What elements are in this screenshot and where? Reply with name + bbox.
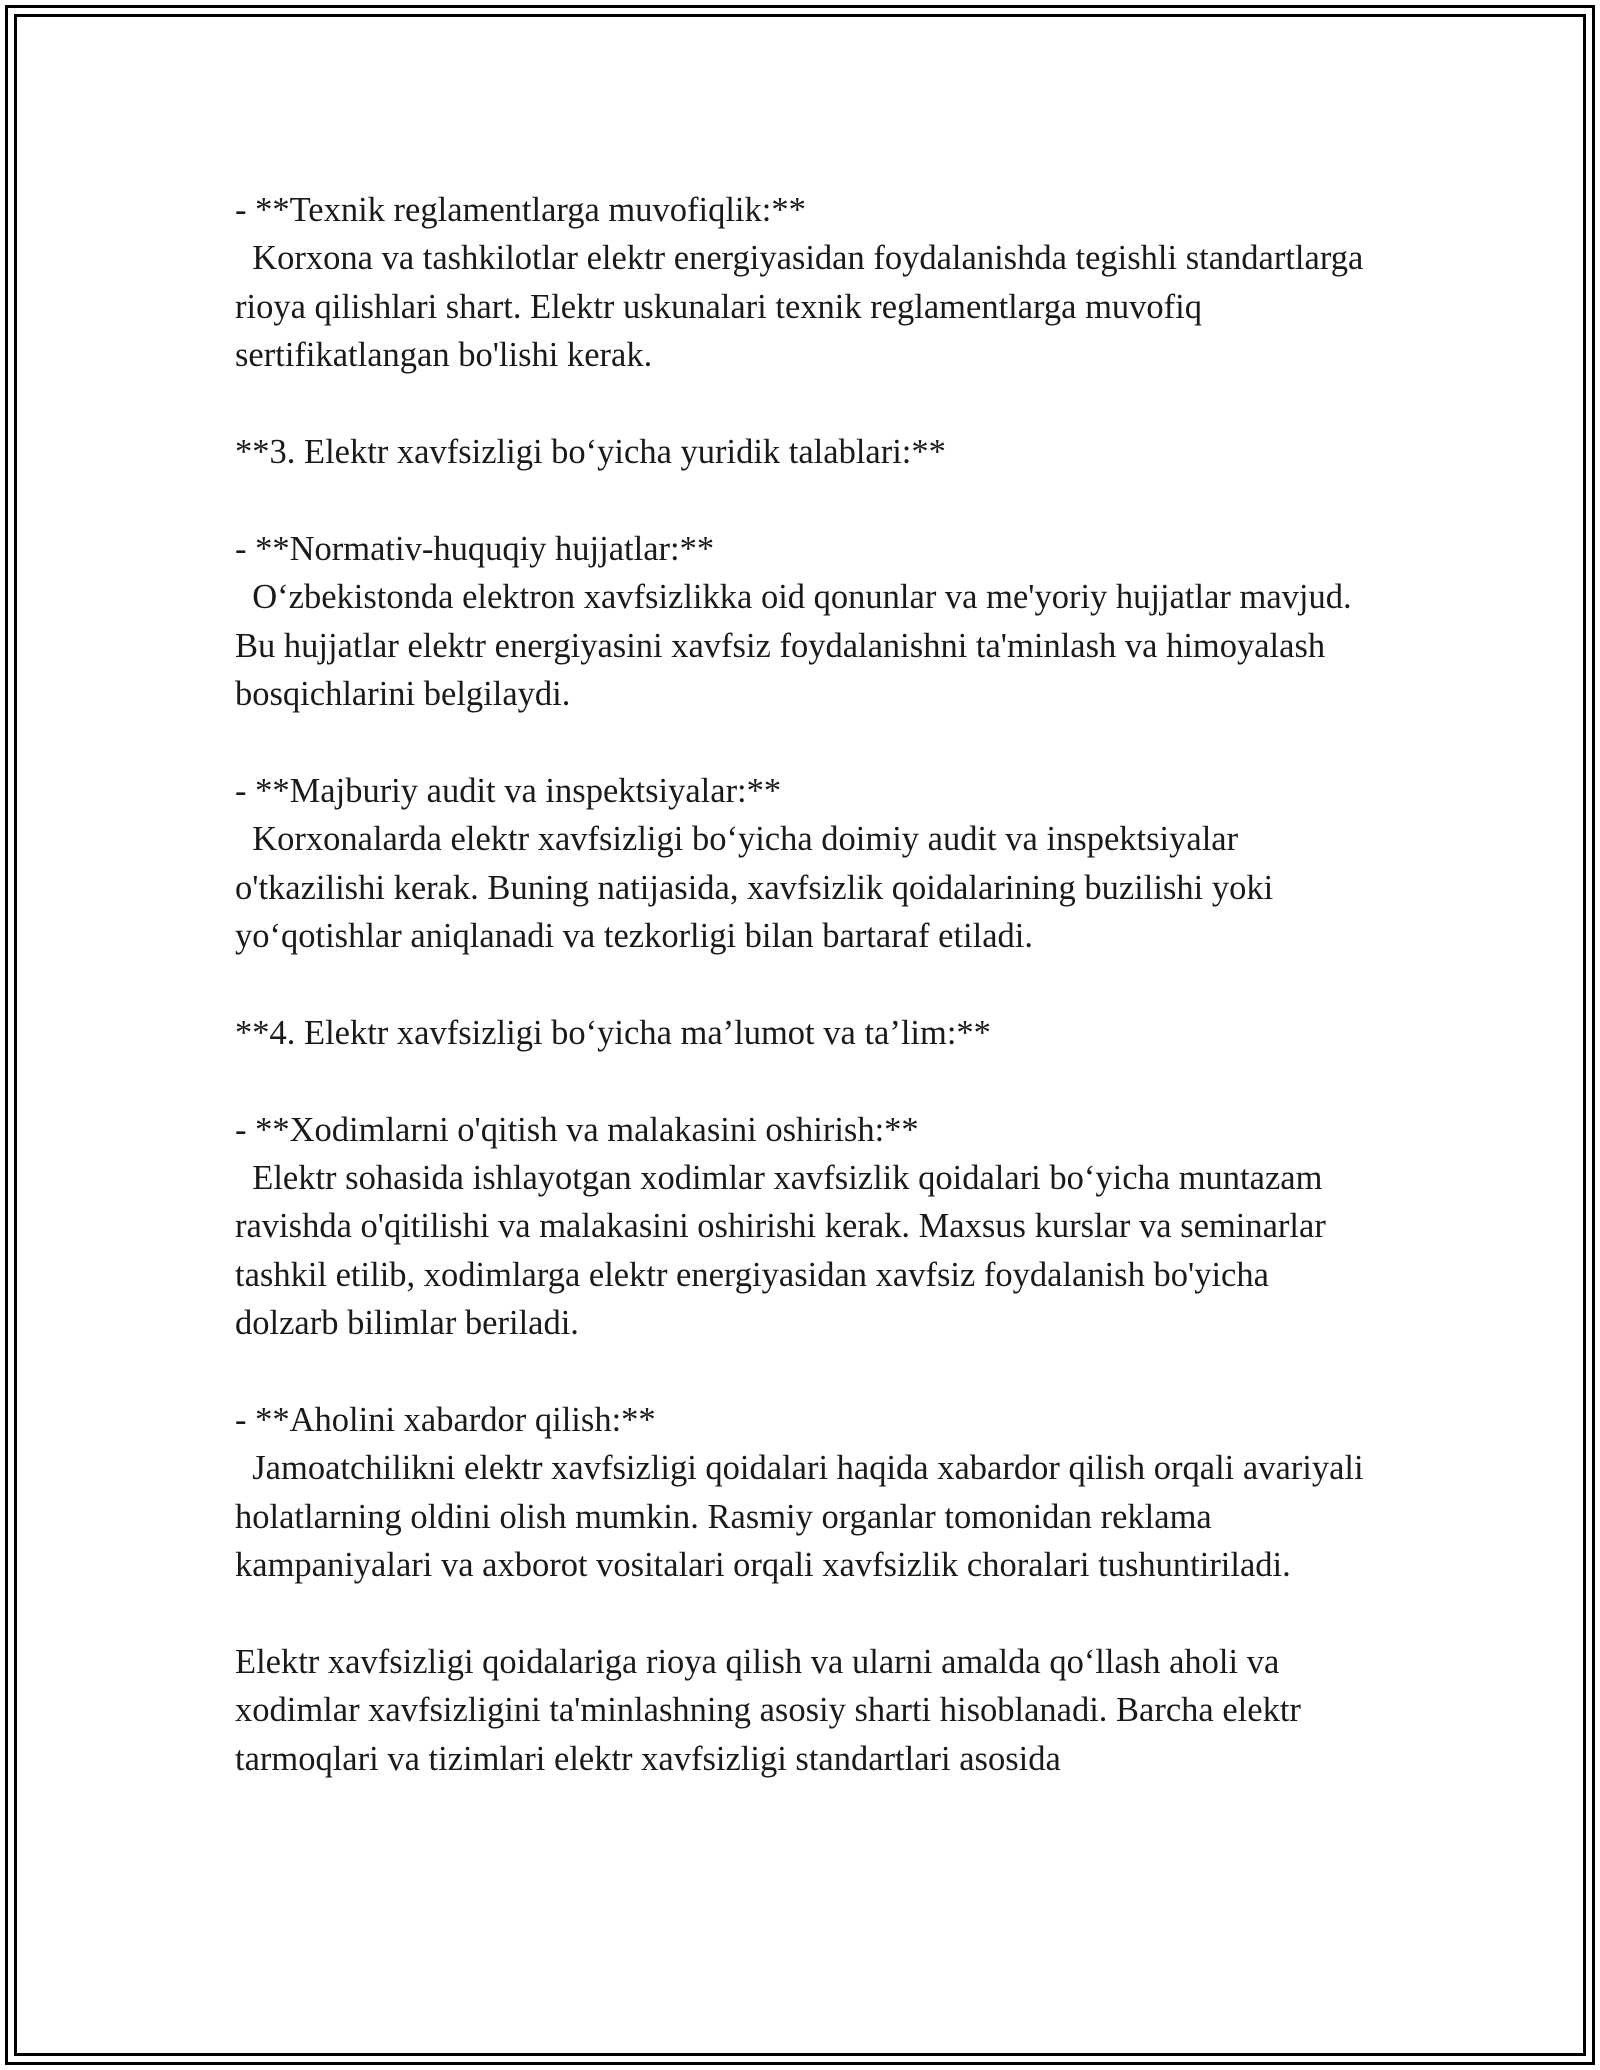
paragraph-gap xyxy=(235,476,1375,524)
section-paragraph: O‘zbekistonda elektron xavfsizlikka oid qonunlar va me'yoriy hujjatlar mavjud. Bu hujjatlar elektr energiyasini xavfsiz foydalanishni ta'minlash va himoyalash bosqichlarini belgilaydi. xyxy=(235,578,1361,714)
closing-paragraph: Elektr xavfsizligi qoidalariga rioya qilish va ularni amalda qo‘llash aholi va xodimlar xavfsizligini ta'minlashning asosiy sharti hisoblanadi. Barcha elektr tarmoqlari va tizimlari elektr xavfsizligi standartlari asosida xyxy=(235,1643,1310,1778)
section-title: **4. Elektr xavfsizligi bo‘yicha ma’lumot va ta’lim:** xyxy=(235,1013,991,1052)
paragraph-gap xyxy=(235,960,1375,1008)
section-paragraph: Korxona va tashkilotlar elektr energiyasidan foydalanishda tegishli standartlarga rioya qilishlari shart. Elektr uskunalari texnik reglamentlarga muvofiq sertifikatlangan bo'lishi kerak. xyxy=(235,239,1372,375)
paragraph-gap xyxy=(235,1057,1375,1105)
section-heading: - **Aholini xabardor qilish:** xyxy=(235,1401,656,1440)
paragraph-gap xyxy=(235,1348,1375,1396)
section-heading: - **Normativ-huquqiy hujjatlar:** xyxy=(235,529,715,568)
section-title: **3. Elektr xavfsizligi bo‘yicha yuridik talablari:** xyxy=(235,433,946,472)
paragraph-gap xyxy=(235,718,1375,766)
document-body xyxy=(235,186,1375,1783)
section-paragraph: Jamoatchilikni elektr xavfsizligi qoidalari haqida xabardor qilish orqali avariyali holatlarning oldini olish mumkin. Rasmiy organlar tomonidan reklama kampaniyalari va axborot vositalari orqali xavfsizlik choralari tushuntiriladi. xyxy=(235,1449,1373,1585)
section-heading: - **Xodimlarni o'qitish va malakasini oshirish:** xyxy=(235,1110,919,1149)
paragraph-gap xyxy=(235,380,1375,428)
section-paragraph: Korxonalarda elektr xavfsizligi bo‘yicha doimiy audit va inspektsiyalar o'tkazilishi kerak. Buning natijasida, xavfsizlik qoidalarining buzilishi yoki yo‘qotishlar aniqlanadi va tezkorligi bilan bartaraf etiladi. xyxy=(235,820,1282,956)
paragraph-gap xyxy=(235,1590,1375,1638)
section-paragraph: Elektr sohasida ishlayotgan xodimlar xavfsizlik qoidalari bo‘yicha muntazam ravishda o'qitilishi va malakasini oshirishi kerak. Maxsus kurslar va seminarlar tashkil etilib, xodimlarga elektr energiyasidan xavfsiz foydalanish bo'yicha dolzarb bilimlar beriladi. xyxy=(235,1159,1335,1343)
section-heading: - **Texnik reglamentlarga muvofiqlik:** xyxy=(235,191,806,229)
section-heading: - **Majburiy audit va inspektsiyalar:** xyxy=(235,771,782,810)
